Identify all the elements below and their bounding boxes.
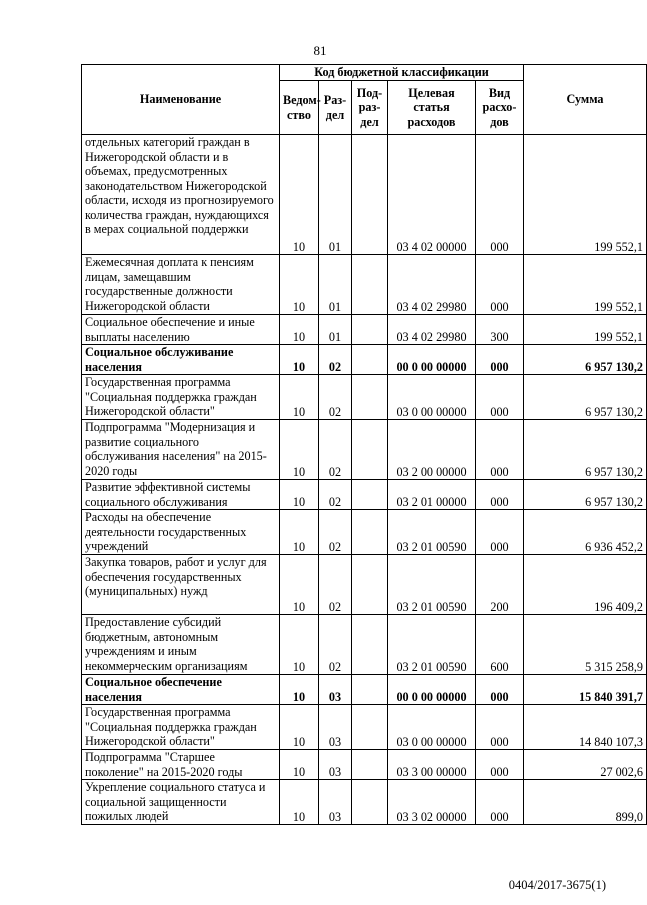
row-sum: 27 002,6 — [524, 750, 647, 780]
header-name: Наименование — [82, 65, 280, 135]
row-name: Социальное обеспечение населения — [82, 675, 280, 705]
table-row — [82, 750, 647, 780]
row-vedomstvo: 10 — [280, 510, 319, 555]
row-razdel: 03 — [319, 675, 352, 705]
row-vid: 000 — [476, 705, 524, 750]
row-name: Социальное обслуживание населения — [82, 345, 280, 375]
row-sum: 15 840 391,7 — [524, 675, 647, 705]
row-name: Укрепление социального статуса и социальной защищенности пожилых людей — [82, 780, 280, 825]
row-razdel: 01 — [319, 135, 352, 255]
row-name: Подпрограмма "Модернизация и развитие социального обслуживания населения" на 2015-2020 годы — [82, 420, 280, 480]
row-vedomstvo: 10 — [280, 315, 319, 345]
row-podrazdel — [352, 135, 388, 255]
row-podrazdel — [352, 750, 388, 780]
row-razdel: 01 — [319, 255, 352, 315]
row-target: 03 3 00 00000 — [388, 750, 476, 780]
row-target: 03 4 02 00000 — [388, 135, 476, 255]
row-podrazdel — [352, 420, 388, 480]
header-vid: Вид расхо-дов — [476, 81, 524, 135]
row-sum: 899,0 — [524, 780, 647, 825]
table-row — [82, 135, 647, 255]
row-name: отдельных категорий граждан в Нижегородской области и в объемах, предусмотренных законодательством Нижегородской области, исходя из прогнозируемого количества граждан, нуждающихся в мерах социальной поддержки — [82, 135, 280, 255]
row-podrazdel — [352, 705, 388, 750]
row-sum: 6 936 452,2 — [524, 510, 647, 555]
row-name: Государственная программа "Социальная поддержка граждан Нижегородской области" — [82, 375, 280, 420]
row-vedomstvo: 10 — [280, 555, 319, 615]
header-podrazdel: Под-раз-дел — [352, 81, 388, 135]
row-target: 03 4 02 29980 — [388, 255, 476, 315]
row-vedomstvo: 10 — [280, 255, 319, 315]
row-vedomstvo: 10 — [280, 705, 319, 750]
row-razdel: 02 — [319, 375, 352, 420]
table-row — [82, 375, 647, 420]
row-sum: 6 957 130,2 — [524, 345, 647, 375]
row-razdel: 02 — [319, 420, 352, 480]
row-vid: 000 — [476, 375, 524, 420]
row-vid: 300 — [476, 315, 524, 345]
row-vid: 600 — [476, 615, 524, 675]
row-vid: 000 — [476, 510, 524, 555]
table-row — [82, 345, 647, 375]
table-row — [82, 315, 647, 345]
row-razdel: 02 — [319, 345, 352, 375]
row-target: 03 4 02 29980 — [388, 315, 476, 345]
row-sum: 14 840 107,3 — [524, 705, 647, 750]
row-vid: 000 — [476, 780, 524, 825]
row-razdel: 02 — [319, 480, 352, 510]
row-vid: 000 — [476, 750, 524, 780]
row-podrazdel — [352, 615, 388, 675]
row-razdel: 02 — [319, 555, 352, 615]
row-name: Социальное обеспечение и иные выплаты населению — [82, 315, 280, 345]
row-target: 03 0 00 00000 — [388, 705, 476, 750]
table-row — [82, 705, 647, 750]
budget-table — [81, 64, 647, 825]
table-row — [82, 675, 647, 705]
header-target: Целевая статья расходов — [388, 81, 476, 135]
row-podrazdel — [352, 675, 388, 705]
row-vid: 000 — [476, 255, 524, 315]
row-vedomstvo: 10 — [280, 750, 319, 780]
row-sum: 5 315 258,9 — [524, 615, 647, 675]
row-vid: 200 — [476, 555, 524, 615]
row-name: Развитие эффективной системы социального обслуживания — [82, 480, 280, 510]
row-sum: 199 552,1 — [524, 135, 647, 255]
row-vedomstvo: 10 — [280, 135, 319, 255]
row-sum: 196 409,2 — [524, 555, 647, 615]
header-code-group: Код бюджетной классификации — [280, 65, 524, 81]
row-podrazdel — [352, 780, 388, 825]
row-vedomstvo: 10 — [280, 480, 319, 510]
footer-code: 0404/2017-3675(1) — [508, 878, 606, 892]
row-razdel: 03 — [319, 780, 352, 825]
row-vid: 000 — [476, 675, 524, 705]
row-vedomstvo: 10 — [280, 345, 319, 375]
table-row — [82, 510, 647, 555]
row-vedomstvo: 10 — [280, 420, 319, 480]
page-number: 81 — [313, 43, 327, 58]
row-vedomstvo: 10 — [280, 675, 319, 705]
row-target: 00 0 00 00000 — [388, 345, 476, 375]
row-razdel: 03 — [319, 705, 352, 750]
row-podrazdel — [352, 315, 388, 345]
row-razdel: 01 — [319, 315, 352, 345]
row-sum: 6 957 130,2 — [524, 480, 647, 510]
row-sum: 199 552,1 — [524, 255, 647, 315]
row-razdel: 02 — [319, 615, 352, 675]
table-row — [82, 615, 647, 675]
row-target: 00 0 00 00000 — [388, 675, 476, 705]
row-podrazdel — [352, 375, 388, 420]
row-podrazdel — [352, 510, 388, 555]
row-podrazdel — [352, 255, 388, 315]
row-name: Предоставление субсидий бюджетным, автономным учреждениям и иным некоммерческим организациям — [82, 615, 280, 675]
header-sum: Сумма — [524, 65, 647, 135]
header-razdel: Раз-дел — [319, 81, 352, 135]
row-target: 03 2 01 00000 — [388, 480, 476, 510]
row-name: Ежемесячная доплата к пенсиям лицам, замещавшим государственные должности Нижегородской области — [82, 255, 280, 315]
row-vedomstvo: 10 — [280, 615, 319, 675]
row-podrazdel — [352, 345, 388, 375]
row-vid: 000 — [476, 480, 524, 510]
row-target: 03 2 01 00590 — [388, 615, 476, 675]
row-razdel: 02 — [319, 510, 352, 555]
table-body — [82, 135, 647, 825]
row-name: Расходы на обеспечение деятельности государственных учреждений — [82, 510, 280, 555]
row-name: Закупка товаров, работ и услуг для обеспечения государственных (муниципальных) нужд — [82, 555, 280, 615]
row-name: Подпрограмма "Старшее поколение" на 2015-2020 годы — [82, 750, 280, 780]
table-row — [82, 780, 647, 825]
table-row — [82, 555, 647, 615]
table-row — [82, 255, 647, 315]
row-podrazdel — [352, 480, 388, 510]
table-row — [82, 420, 647, 480]
row-razdel: 03 — [319, 750, 352, 780]
row-vedomstvo: 10 — [280, 375, 319, 420]
table-row — [82, 480, 647, 510]
row-target: 03 3 02 00000 — [388, 780, 476, 825]
row-target: 03 2 00 00000 — [388, 420, 476, 480]
row-target: 03 2 01 00590 — [388, 555, 476, 615]
row-sum: 199 552,1 — [524, 315, 647, 345]
row-sum: 6 957 130,2 — [524, 375, 647, 420]
row-podrazdel — [352, 555, 388, 615]
row-target: 03 0 00 00000 — [388, 375, 476, 420]
row-vid: 000 — [476, 345, 524, 375]
row-target: 03 2 01 00590 — [388, 510, 476, 555]
row-vedomstvo: 10 — [280, 780, 319, 825]
row-sum: 6 957 130,2 — [524, 420, 647, 480]
row-vid: 000 — [476, 135, 524, 255]
row-name: Государственная программа "Социальная поддержка граждан Нижегородской области" — [82, 705, 280, 750]
row-vid: 000 — [476, 420, 524, 480]
header-vedomstvo: Ведом-ство — [280, 81, 319, 135]
